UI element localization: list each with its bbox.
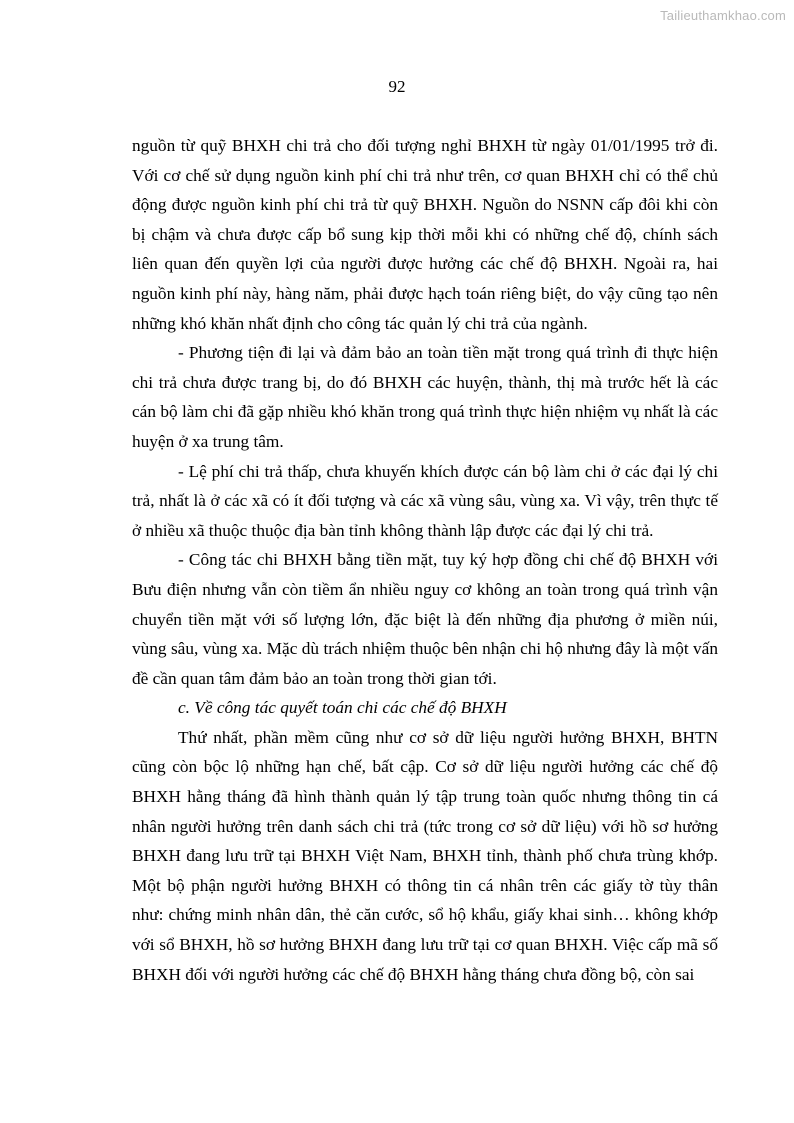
- paragraph-transport-safety: - Phương tiện đi lại và đảm bảo an toàn tiền mặt trong quá trình đi thực hiện chi trả chưa được trang bị, do đó BHXH các huyện, thành, thị mà trước hết là các cán bộ làm chi đã gặp nhiều khó khăn trong quá trình thực hiện nhiệm vụ nhất là các huyện ở xa trung tâm.: [132, 343, 718, 451]
- paragraph-continuation: nguồn từ quỹ BHXH chi trả cho đối tượng nghỉ BHXH từ ngày 01/01/1995 trở đi. Với cơ chế sử dụng nguồn kinh phí chi trả như trên, cơ quan BHXH chỉ có thể chủ động được nguồn kinh phí chi trả từ quỹ BHXH. Nguồn do NSNN cấp đôi khi còn bị chậm và chưa được cấp bổ sung kịp thời mỗi khi có những chế độ, chính sách liên quan đến quyền lợi của người được hưởng các chế độ BHXH. Ngoài ra, hai nguồn kinh phí này, hàng năm, phải được hạch toán riêng biệt, do vậy cũng tạo nên những khó khăn nhất định cho công tác quản lý chi trả của ngành.: [132, 136, 718, 333]
- watermark-text: Tailieuthamkhao.com: [660, 8, 786, 23]
- page-number: 92: [388, 77, 406, 96]
- paragraph-payment-fee: - Lệ phí chi trả thấp, chưa khuyến khích được cán bộ làm chi ở các đại lý chi trả, nhất là ở các xã có ít đối tượng và các xã vùng sâu, vùng xa. Vì vậy, trên thực tế ở nhiều xã thuộc thuộc địa bàn tỉnh không thành lập được các đại lý chi trả.: [132, 461, 718, 540]
- paragraph-settlement-first: Thứ nhất, phần mềm cũng như cơ sở dữ liệu người hưởng BHXH, BHTN cũng còn bộc lộ những hạn chế, bất cập. Cơ sở dữ liệu người hưởng các chế độ BHXH hằng tháng đã hình thành quản lý tập trung toàn quốc nhưng thông tin cá nhân người hưởng trên danh sách chi trả (tức trong cơ sở dữ liệu) với hồ sơ hưởng BHXH đang lưu trữ tại BHXH Việt Nam, BHXH tỉnh, thành phố chưa trùng khớp. Một bộ phận người hưởng BHXH có thông tin cá nhân trên các giấy tờ tùy thân như: chứng minh nhân dân, thẻ căn cước, sổ hộ khẩu, giấy khai sinh… không khớp với sổ BHXH, hồ sơ hưởng BHXH đang lưu trữ tại cơ quan BHXH. Việc cấp mã số BHXH đối với người hưởng các chế độ BHXH hằng tháng chưa đồng bộ, còn sai: [132, 727, 718, 984]
- paragraph-cash-payment: - Công tác chi BHXH bằng tiền mặt, tuy ký hợp đồng chi chế độ BHXH với Bưu điện nhưng vẫn còn tiềm ẩn nhiều nguy cơ không an toàn trong quá trình vận chuyển tiền mặt với số lượng lớn, đặc biệt là đến những địa phương ở miền núi, vùng sâu, vùng xa. Mặc dù trách nhiệm thuộc bên nhận chi hộ nhưng đây là một vấn đề cần quan tâm đảm bảo an toàn trong thời gian tới.: [132, 550, 718, 688]
- document-body: [132, 131, 718, 989]
- section-heading: c. Về công tác quyết toán chi các chế độ BHXH: [178, 698, 507, 718]
